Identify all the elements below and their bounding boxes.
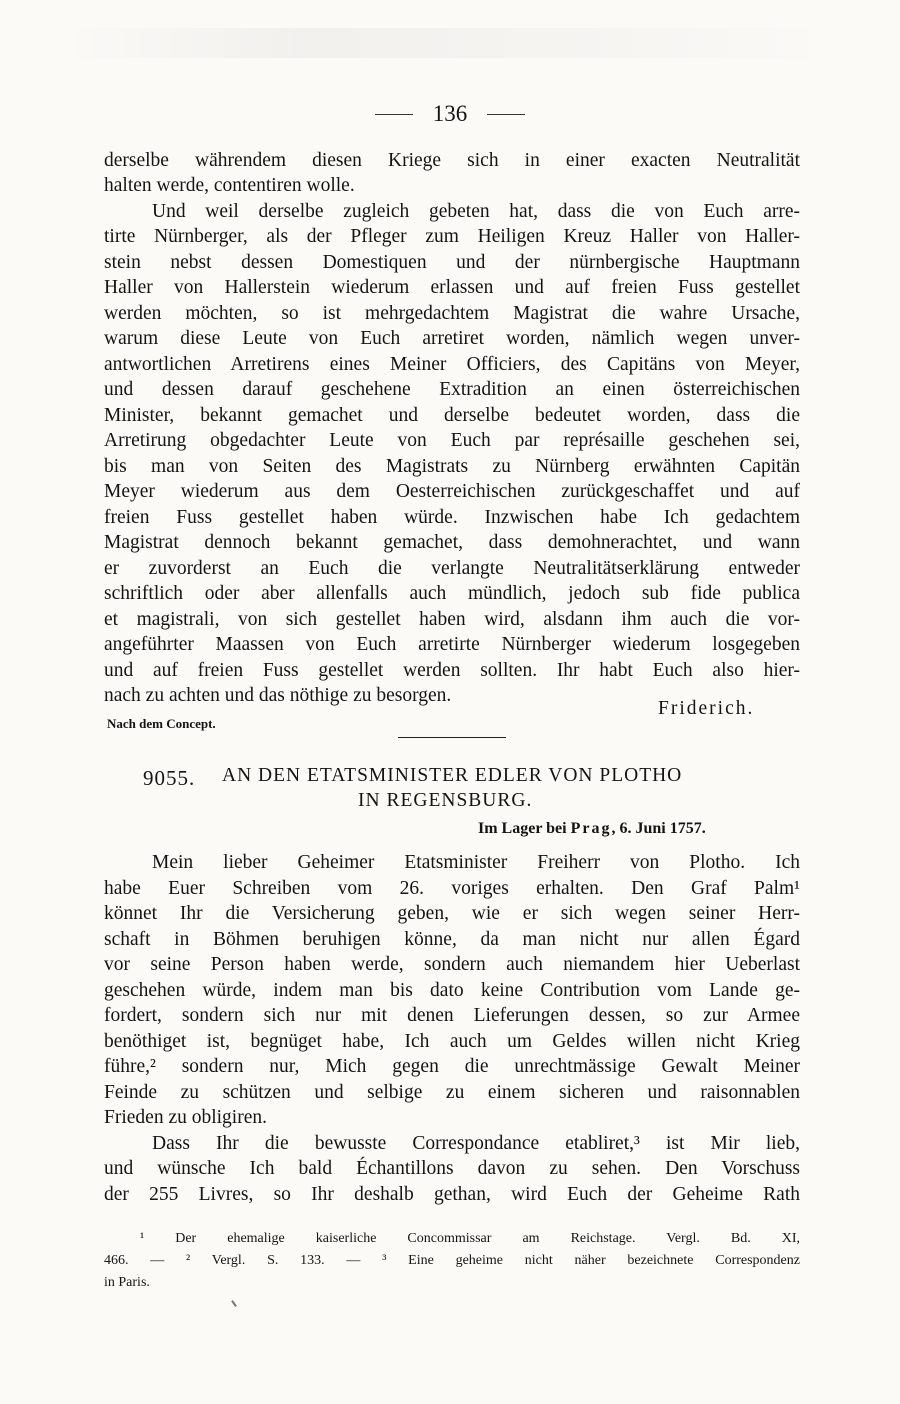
body-line: nach zu achten und das nöthige zu besorgen. bbox=[104, 685, 452, 706]
signature: Friderich. bbox=[658, 698, 755, 719]
body-line: Meyer wiederum aus dem Oesterreichischen zurückgeschaffet und auf bbox=[104, 481, 800, 502]
body-line: halten werde, contentiren wolle. bbox=[104, 175, 355, 196]
scan-smudge bbox=[60, 28, 840, 58]
body-line: bis man von Seiten des Magistrats zu Nürnberg erwähnten Capitän bbox=[104, 456, 800, 477]
body-line: Magistrat dennoch bekannt gemachet, dass demohnerachtet, und wann bbox=[104, 532, 800, 553]
letter-line: könnet Ihr die Versicherung geben, wie er sich wegen seiner Herr- bbox=[104, 903, 800, 924]
letter-line: benöthiget ist, begnüget habe, Ich auch um Geldes willen nicht Krieg bbox=[104, 1031, 800, 1052]
body-line: und dessen darauf geschehene Extradition an einen österreichischen bbox=[104, 379, 800, 400]
letter-line: Feinde zu schützen und selbige zu einem sicheren und raisonnablen bbox=[104, 1082, 800, 1103]
dateline-prefix: Im Lager bei bbox=[478, 820, 567, 837]
document-heading-line-2: IN REGENSBURG. bbox=[358, 790, 533, 811]
source-note: Nach dem Concept. bbox=[107, 716, 216, 731]
body-line: Und weil derselbe zugleich gebeten hat, dass die von Euch arre- bbox=[152, 201, 800, 222]
body-line: angeführter Maassen von Euch arretirte Nürnberger wiederum losgegeben bbox=[104, 634, 800, 655]
letter-line: fordert, sondern sich nur mit denen Lieferungen dessen, so zur Armee bbox=[104, 1005, 800, 1026]
body-line: freien Fuss gestellet haben würde. Inzwischen habe Ich gedachtem bbox=[104, 507, 800, 528]
body-line: Minister, bekannt gemachet und derselbe bedeutet worden, dass die bbox=[104, 405, 800, 426]
letter-line: vor seine Person haben werde, sondern auch niemandem hier Ueberlast bbox=[104, 954, 800, 975]
body-line: warum diese Leute von Euch arretiret worden, nämlich wegen unver- bbox=[104, 328, 800, 349]
body-line: stein nebst dessen Domestiquen und der nürnbergische Hauptmann bbox=[104, 252, 800, 273]
footnote-line: 466. — ² Vergl. S. 133. — ³ Eine geheime nicht näher bezeichnete Correspondenz bbox=[104, 1253, 800, 1268]
dateline-date: , 6. Juni 1757. bbox=[611, 820, 706, 837]
body-line: tirte Nürnberger, als der Pfleger zum Heiligen Kreuz Haller von Haller- bbox=[104, 226, 800, 247]
letter-line: Frieden zu obligiren. bbox=[104, 1107, 267, 1128]
letter-line: der 255 Livres, so Ihr deshalb gethan, wird Euch der Geheime Rath bbox=[104, 1184, 800, 1205]
letter-line: Dass Ihr die bewusste Correspondance etabliret,³ ist Mir lieb, bbox=[152, 1133, 800, 1154]
body-line: et magistrali, von sich gestellet haben wird, alsdann ihm auch die vor- bbox=[104, 609, 800, 630]
dateline bbox=[478, 820, 706, 838]
section-divider bbox=[398, 737, 506, 738]
body-line: schriftlich oder aber allenfalls auch mündlich, jedoch sub fide publica bbox=[104, 583, 800, 604]
body-line: antwortlichen Arretirens eines Meiner Officiers, des Capitäns von Meyer, bbox=[104, 354, 800, 375]
document-number: 9055. bbox=[143, 766, 196, 790]
letter-line: führe,² sondern nur, Mich gegen die unrechtmässige Gewalt Meiner bbox=[104, 1056, 800, 1077]
body-line: Haller von Hallerstein wiederum erlassen und auf freien Fuss gestellet bbox=[104, 277, 800, 298]
body-line: und auf freien Fuss gestellet werden sollten. Ihr habt Euch also hier- bbox=[104, 660, 800, 681]
letter-line: schaft in Böhmen beruhigen könne, da man nicht nur allen Égard bbox=[104, 929, 800, 950]
footnote-line: in Paris. bbox=[104, 1275, 150, 1290]
body-line: Arretirung obgedachter Leute von Euch par représaille geschehen sei, bbox=[104, 430, 800, 451]
header-rule-left bbox=[375, 114, 413, 115]
letter-line: geschehen würde, indem man bis dato keine Contribution vom Lande ge- bbox=[104, 980, 800, 1001]
document-heading-line-1: AN DEN ETATSMINISTER EDLER VON PLOTHO bbox=[222, 765, 683, 786]
page-number: 136 bbox=[432, 101, 468, 126]
letter-line: Mein lieber Geheimer Etatsminister Freiherr von Plotho. Ich bbox=[152, 852, 800, 873]
body-line: derselbe währendem diesen Kriege sich in einer exacten Neutralität bbox=[104, 150, 800, 171]
stray-ink-mark bbox=[231, 1300, 237, 1307]
page-header bbox=[0, 96, 900, 132]
body-line: werden möchten, so ist mehrgedachtem Magistrat die wahre Ursache, bbox=[104, 303, 800, 324]
dateline-place: Prag bbox=[570, 820, 612, 837]
letter-line: und wünsche Ich bald Échantillons davon zu sehen. Den Vorschuss bbox=[104, 1158, 800, 1179]
letter-line: habe Euer Schreiben vom 26. voriges erhalten. Den Graf Palm¹ bbox=[104, 878, 800, 899]
header-rule-right bbox=[487, 114, 525, 115]
footnote-line: ¹ Der ehemalige kaiserliche Concommissar am Reichstage. Vergl. Bd. XI, bbox=[140, 1231, 800, 1246]
body-line: er zuvorderst an Euch die verlangte Neutralitätserklärung entweder bbox=[104, 558, 800, 579]
